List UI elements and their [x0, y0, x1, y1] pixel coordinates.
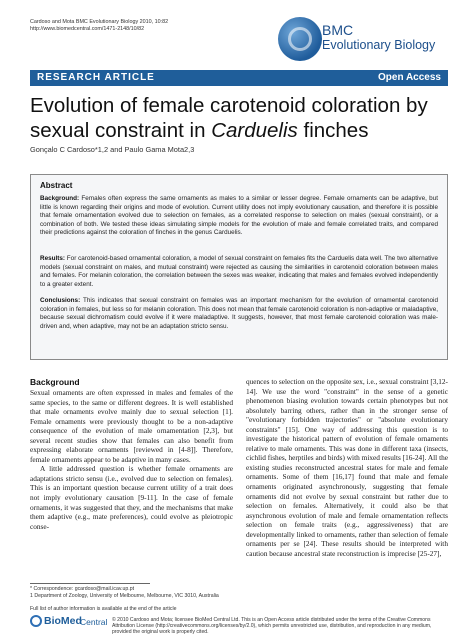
author-list: Gonçalo C Cardoso*1,2 and Paulo Gama Mota2,3 — [30, 145, 195, 154]
body-paragraph: A little addressed question is whether female ornaments are adaptations stricto sensu (i.e., evolved due to selection on females). This is an important question because current utility of a trait does not imply evolutionary causation [9-11]. In the case of female ornaments, it was suggested that they, and the mechanisms that make them adaptive (e.g., mate preferences), could evolve as pleiotropic conse- — [30, 464, 233, 531]
abstract-results-label: Results: — [40, 255, 66, 262]
abstract-conclusions-label: Conclusions: — [40, 297, 81, 304]
abstract-background — [40, 195, 438, 238]
journal-logo — [278, 17, 448, 67]
publisher-logo-rest: Central — [80, 617, 108, 627]
publisher-logo-bold: BioMed — [44, 615, 82, 627]
abstract-heading: Abstract — [40, 181, 73, 190]
title-italic: Carduelis — [211, 119, 298, 142]
body-paragraph: quences to selection on the opposite sex, i.e., sexual constraint [3,12-14]. We use the word "constraint" in the sense of a genetic phenomenon biasing evolution towards certain phenotypes but not absolutely barring others, rather than in the stronger sense of "evolutionary forbidden trajectories" or "absolute evolutionary constraints" [15]. One way of addressing this question is to investigate the historical pattern of evolution of female ornaments relative to male ornaments. This was done in different taxa (insects, cichlid fishes, herptiles and birds) with mixed results [16-24]. All the existing studies reconstructed ancestral states for male and female ornaments. Some of them [16,17] found that male and female ornaments originated asynchronously, suggesting that female ornaments did not evolve by sexual constraint but rather due to selection on females. Alternatively, it could also be that asynchronous evolution of male and female ornamentation reflects selection on female traits (e.g., aggressiveness) that are developmentally linked to ornaments, rather than selection of female ornaments per se [24]. These results should be interpreted with caution because ancestral state reconstruction is imprecise [25-27], — [246, 377, 448, 558]
body-right-column — [246, 377, 448, 558]
body-left-column — [30, 377, 233, 531]
license-text: © 2010 Cardoso and Mota; licensee BioMed Central Ltd. This is an Open Access article distributed under the terms of the Creative Commons Attribution License (http://creativecommons.org/licenses/by/2.0), which permits unrestricted use, distribution, and reproduction in any medium, provided the original work is properly cited. — [112, 617, 432, 635]
article-type-band — [30, 70, 448, 86]
abstract-conclusions-text: This indicates that sexual constraint on females was an important mechanism for the evolution of ornamental carotenoid coloration in females, but less so for melanin coloration. This does not mean that female carotenoid coloration is non-adaptive or maladaptive, because sexual dichromatism could evolve if it were maladaptive. It suggests, however, that most female carotenoid coloration was male-driven and, when adaptive, may not be an adaptation stricto sensu. — [40, 297, 438, 330]
journal-logo-line1: BMC — [322, 22, 354, 38]
abstract-box — [30, 174, 448, 360]
title-part2: finches — [297, 119, 369, 142]
biomed-ring-icon — [30, 615, 42, 627]
journal-logo-line2: Evolutionary Biology — [322, 38, 436, 52]
footnote-divider — [30, 583, 150, 584]
bmc-circle-icon — [278, 17, 322, 61]
header-url[interactable]: http://www.biomedcentral.com/1471-2148/10/82 — [30, 26, 145, 32]
abstract-conclusions — [40, 297, 438, 331]
background-heading: Background — [30, 377, 80, 387]
abstract-results-text: For carotenoid-based ornamental coloration, a model of sexual constraint on females fits the Carduelis data well. The two alternative models (sexual constraint on males, and mutual constraint) were rejected as causing the similarities in carotenoid coloration between males and females. For melanin coloration, the correlation between the sexes was weaker, indicating that males and females evolved independently to a greater extent. — [40, 255, 438, 288]
body-paragraph: Sexual ornaments are often expressed in males and females of the same species, to the same or different degrees. It is well established that male ornaments evolve mainly due to sexual selection [1]. Female ornaments were previously thought to be a non-adaptive consequence of the evolution of male ornamentation [2,3], but several recent studies show that females can also benefit from expressing elaborate ornaments [reviewed in [4-8]]. Therefore, female ornaments appear to be adaptive in many cases. — [30, 388, 233, 464]
open-access-label: Open Access — [378, 72, 441, 83]
header-citation: Cardoso and Mota BMC Evolutionary Biology 2010, 10:82 — [30, 19, 169, 25]
article-title — [30, 93, 450, 143]
abstract-background-label: Background: — [40, 195, 80, 202]
article-type-label: RESEARCH ARTICLE — [37, 72, 155, 83]
title-part1: Evolution of female carotenoid coloration by sexual constraint in — [30, 94, 428, 142]
footnote-author-info: Full list of author information is available at the end of the article — [30, 606, 177, 612]
footnote-correspondence: * Correspondence: gcardoso@mail.icav.up.pt — [30, 586, 135, 592]
publisher-logo — [30, 615, 110, 629]
abstract-background-text: Females often express the same ornaments as males to a similar or lesser degree. Female ornaments can be adaptive, but little is known regarding their origins and mode of evolution. Current utility does not imply evolutionary causation, and therefore it is possible that female ornamentation evolved due to selection on females, as a correlated response to selection on males (sexual constraint), or a combination of both. We tested these ideas simulating simple models for the evolution of male and female correlated traits, and compared their predictions against the coloration of finches in the genus Carduelis. — [40, 195, 438, 237]
abstract-results — [40, 255, 438, 289]
footnote-affiliation: 1 Department of Zoology, University of Melbourne, Melbourne, VIC 3010, Australia — [30, 593, 219, 599]
